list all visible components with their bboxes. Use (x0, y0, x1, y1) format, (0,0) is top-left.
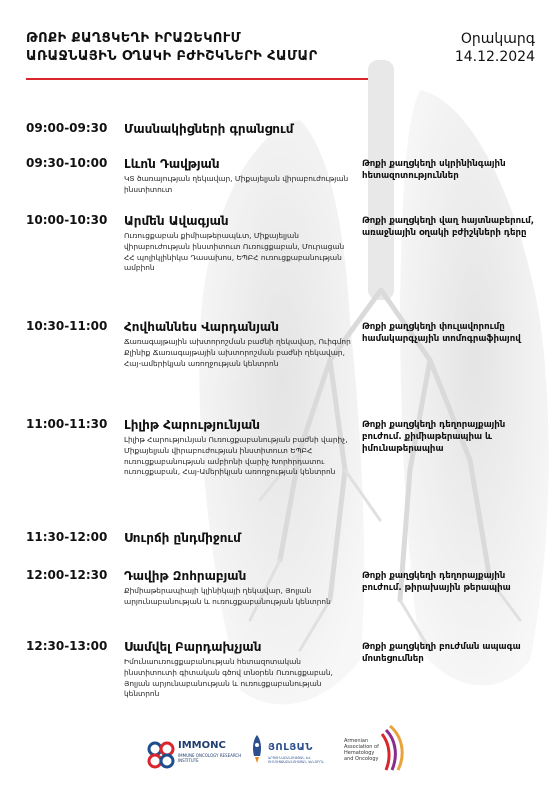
slot-title: Մասնակիցների գրանցում (124, 122, 294, 136)
aaho-logo (342, 722, 412, 778)
program-label: Օրակարգ (460, 31, 535, 47)
slot-time: 11:00-11:30 (26, 417, 108, 431)
slot-title: Սուրճի ընդմիջում (124, 531, 241, 545)
talk-topic: Թոքի քաղցկեղի դեղորայքային բուժում. թիրախային թերապիա (362, 571, 511, 593)
program-header (455, 30, 535, 66)
immonc-subtitle: IMMUNE ONCOLOGY RESEARCH INSTITUTE (178, 753, 242, 763)
immonc-logo (146, 736, 246, 776)
slot-time: 09:30-10:00 (26, 156, 108, 170)
talk-topic: Թոքի քաղցկեղի վաղ հայտնաբերում, առաջնային օղակի բժիշկների դերը (362, 216, 535, 238)
yolyan-logo (250, 730, 342, 776)
talk-topic: Թոքի քաղցկեղի սկրինինգային հետազոտություններ (362, 159, 506, 181)
speaker-affiliation: Լիլիթ Հարությունյան Ուռուցքաբանության բաժնի վարիչ, Միքայելյան վիրաբուժության ինստիտուտ ԵՊԲՀ ուռուցքաբանության ամբիոնի վարիչ Խորհրդատու ուռուցքաբան, Հայ-Ամերիկյան առողջության կենտրոն (124, 435, 348, 477)
title-line-2: ԱՌԱՋՆԱՅԻՆ ՕՂԱԿԻ ԲԺԻՇԿՆԵՐԻ ՀԱՄԱՐ (26, 49, 318, 64)
slot-time: 10:30-11:00 (26, 319, 108, 333)
speaker-name: Լիլիթ Հարությունյան (124, 418, 260, 432)
talk-topic: Թոքի քաղցկեղի բուժման ապագա մոտեցումներ (362, 642, 521, 664)
sponsor-logos (0, 722, 559, 782)
speaker-name: Լևոն Դավթյան (124, 157, 220, 171)
rocket-icon (250, 734, 264, 764)
yolyan-name: ՅՈԼՅԱՆ (268, 742, 313, 753)
slot-time: 12:30-13:00 (26, 639, 108, 653)
speaker-affiliation: Իմունաուռուցքաբանության հետազոտական ինստիտուտի գիտական գծով տնօրեն Ուռուցքաբան, Յոլյան արյունաբանության և ուռուցքաբանության կենտրոն (124, 657, 333, 699)
title-underline (26, 78, 368, 80)
speaker-name: Սամվել Բարդախչյան (124, 640, 262, 654)
slot-time: 10:00-10:30 (26, 213, 108, 227)
speaker-name: Դավիթ Զոհրաբյան (124, 569, 247, 583)
speaker-affiliation: Ճառագայթային ախտորոշման բաժնի ղեկավար, Ուիգմոր Քլինիք Ճառագայթային ախտորոշման բաժնի ղեկավար, Հայ-ամերիկյան առողջության կենտրոն (124, 337, 351, 368)
aaho-name: Armenian Association of Hematology and Oncology (344, 738, 379, 762)
speaker-affiliation: ԿՏ ծառայության ղեկավար, Միքայելյան վիրաբուժության ինստիտուտ (124, 174, 349, 194)
speaker-name: Հովհաննես Վարդանյան (124, 320, 279, 334)
slot-time: 11:30-12:00 (26, 530, 108, 544)
program-date: 14.12.2024 (454, 49, 535, 65)
speaker-affiliation: Ուռուցքաբան քիմիաթերապևտ, Միքայելյան վիրաբուժության ինստիտուտ Ուռուցքաբան, Մուրացան ՀՀ պոլիկլինիկա Դասախոս, ԵՊԲՀ ուռուցքաբանության ամբիոն (124, 231, 345, 273)
immonc-name: IMMONC (178, 740, 226, 751)
yolyan-subtitle: ԱՐՅՈՒՆԱԲԱՆՈՒԹՅԱՆ ԵՎ ՈՒՌՈՒՑՔԱԲԱՆՈՒԹՅԱՆ ԿԵՆՏՐՈՆ (268, 756, 324, 764)
slot-time: 12:00-12:30 (26, 568, 108, 582)
talk-topic: Թոքի քաղցկեղի փուլավորումը համակարգչային տոմոգրաֆիայով (362, 322, 521, 344)
slot-time: 09:00-09:30 (26, 121, 108, 135)
speaker-name: Արմեն Ավագյան (124, 214, 229, 228)
title-line-1: ԹՈՔԻ ՔԱՂՑԿԵՂԻ ԻՐԱԶԵԿՈՒՄ (26, 31, 242, 46)
talk-topic: Թոքի քաղցկեղի դեղորայքային բուժում. քիմիաթերապիա և իմունաթերապիա (362, 420, 506, 454)
page-title (26, 30, 318, 66)
immonc-emblem-icon (146, 740, 176, 770)
speaker-affiliation: Քիմիաթերապիայի կլինիկայի ղեկավար, Յոլյան արյունաբանության և ուռուցքաբանության կենտրոն (124, 586, 331, 606)
